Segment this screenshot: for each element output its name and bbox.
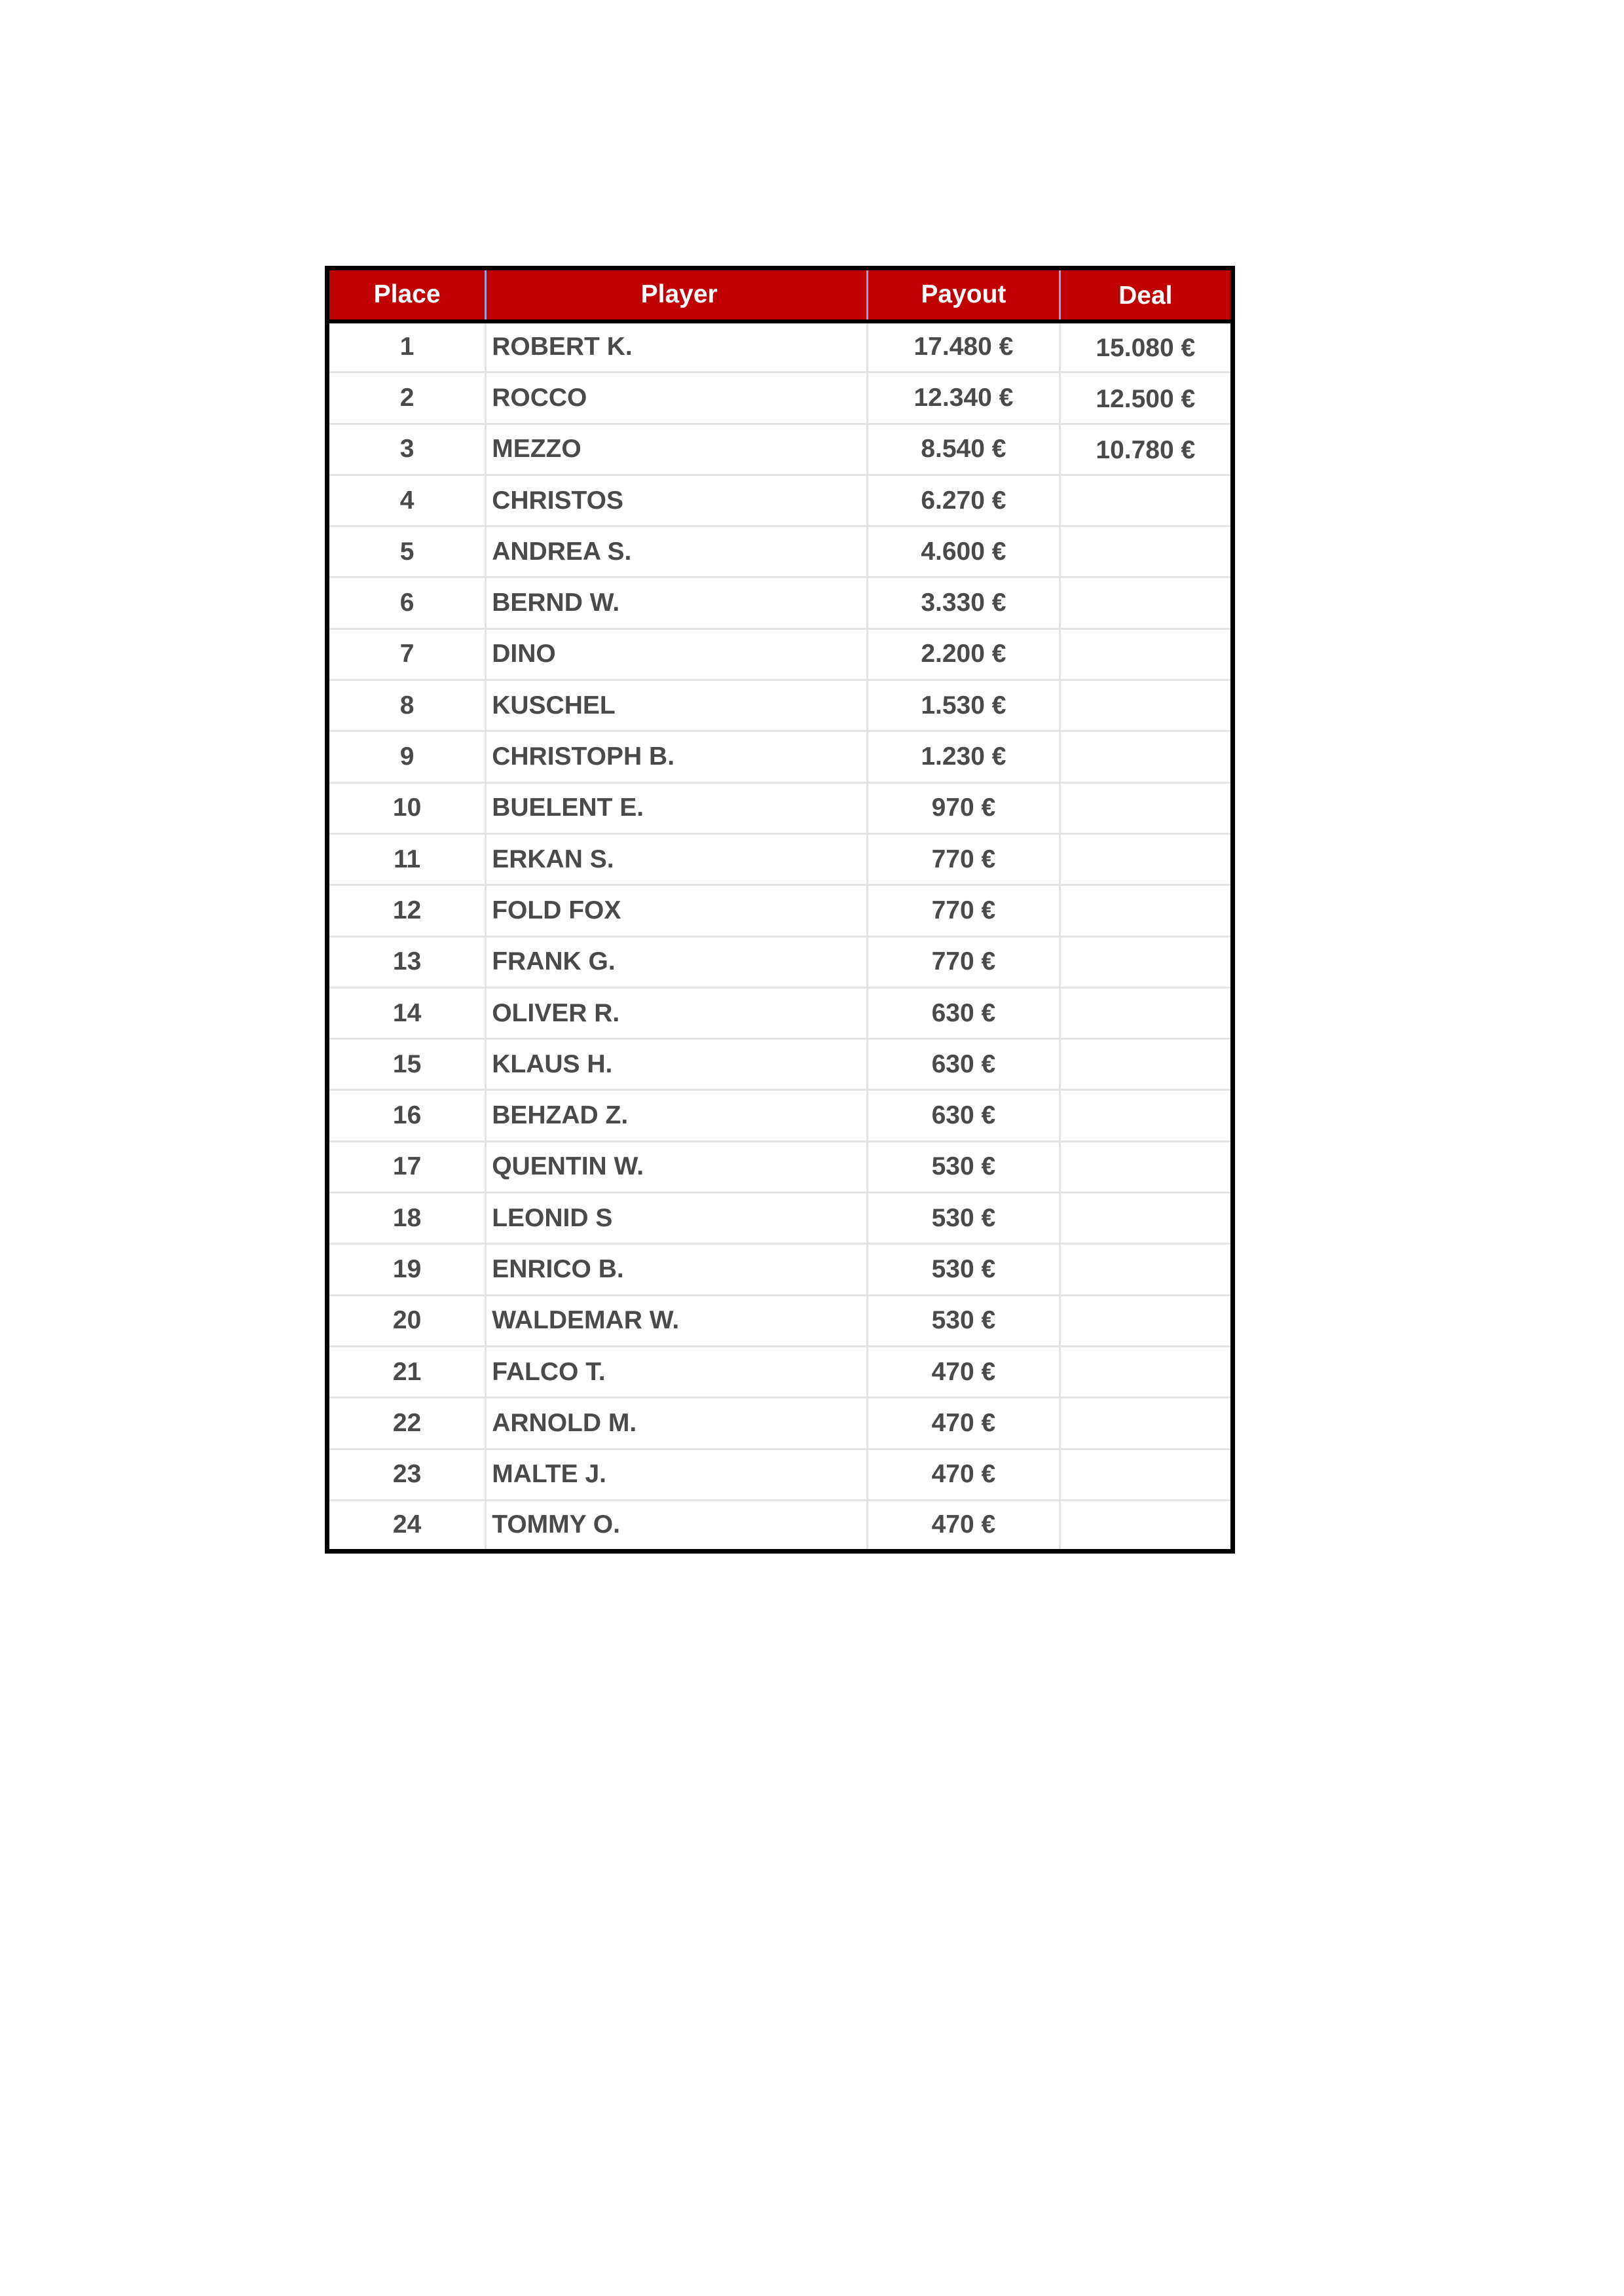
- player-cell: WALDEMAR W.: [486, 1295, 868, 1346]
- place-cell: 19: [327, 1244, 486, 1295]
- payout-cell: 970 €: [868, 782, 1060, 833]
- header-deal: Deal: [1060, 268, 1232, 321]
- deal-cell: [1060, 1500, 1232, 1551]
- deal-cell: [1060, 1346, 1232, 1397]
- table-row: [327, 1449, 1233, 1500]
- place-cell: 14: [327, 987, 486, 1038]
- place-cell: 18: [327, 1193, 486, 1244]
- header-row: [327, 268, 1233, 321]
- table-row: [327, 1500, 1233, 1551]
- table-row: [327, 1141, 1233, 1192]
- payout-cell: 3.330 €: [868, 577, 1060, 629]
- payout-cell: 1.530 €: [868, 680, 1060, 731]
- place-cell: 21: [327, 1346, 486, 1397]
- player-cell: FALCO T.: [486, 1346, 868, 1397]
- place-cell: 3: [327, 424, 486, 475]
- player-cell: LEONID S: [486, 1193, 868, 1244]
- table-row: [327, 782, 1233, 833]
- table-body: [327, 321, 1233, 1552]
- player-cell: ROCCO: [486, 373, 868, 424]
- header-payout: Payout: [868, 268, 1060, 321]
- table-row: [327, 833, 1233, 884]
- table-row: [327, 1193, 1233, 1244]
- player-cell: KUSCHEL: [486, 680, 868, 731]
- place-cell: 1: [399, 333, 415, 361]
- place-cell: 4: [327, 475, 486, 526]
- place-cell: 2: [327, 373, 486, 424]
- player-cell: ARNOLD M.: [486, 1398, 868, 1449]
- deal-cell: 15.080 €: [1060, 321, 1232, 373]
- player-cell: BUELENT E.: [486, 782, 868, 833]
- player-cell: MEZZO: [486, 424, 868, 475]
- table-row: [327, 1346, 1233, 1397]
- table-row: [327, 731, 1233, 782]
- payout-cell: 1.230 €: [868, 731, 1060, 782]
- payout-cell: 630 €: [868, 987, 1060, 1038]
- table-row: [327, 526, 1233, 577]
- player-cell: ERKAN S.: [486, 833, 868, 884]
- player-cell: MALTE J.: [486, 1449, 868, 1500]
- payout-cell: 770 €: [868, 885, 1060, 936]
- payout-cell: 770 €: [868, 833, 1060, 884]
- player-cell: FRANK G.: [486, 936, 868, 987]
- player-cell: CHRISTOS: [486, 475, 868, 526]
- table-row: [327, 1090, 1233, 1141]
- deal-cell: [1060, 731, 1232, 782]
- deal-cell: [1060, 885, 1232, 936]
- place-cell: 20: [327, 1295, 486, 1346]
- payout-cell: 630 €: [868, 1090, 1060, 1141]
- table-row: [327, 885, 1233, 936]
- payout-cell: 530 €: [868, 1141, 1060, 1192]
- table-row: [327, 629, 1233, 680]
- place-cell: 12: [327, 885, 486, 936]
- payout-cell: 8.540 €: [868, 424, 1060, 475]
- deal-cell: [1060, 1039, 1232, 1090]
- header-place: Place: [327, 268, 486, 321]
- deal-cell: 12.500 €: [1060, 373, 1232, 424]
- deal-cell: [1060, 526, 1232, 577]
- payout-cell: 530 €: [868, 1295, 1060, 1346]
- payout-cell: 12.340 €: [868, 373, 1060, 424]
- header-player: Player: [486, 268, 868, 321]
- payout-cell: 6.270 €: [868, 475, 1060, 526]
- place-cell: 24: [327, 1500, 486, 1551]
- payout-cell: 470 €: [868, 1500, 1060, 1551]
- player-cell: FOLD FOX: [486, 885, 868, 936]
- table-row: [327, 321, 1233, 373]
- place-cell: 23: [327, 1449, 486, 1500]
- deal-cell: [1060, 680, 1232, 731]
- player-cell: BERND W.: [486, 577, 868, 629]
- player-cell: BEHZAD Z.: [486, 1090, 868, 1141]
- deal-cell: [1060, 1295, 1232, 1346]
- place-cell: 6: [327, 577, 486, 629]
- deal-cell: [1060, 629, 1232, 680]
- deal-cell: [1060, 936, 1232, 987]
- payout-cell: 530 €: [868, 1244, 1060, 1295]
- place-cell: 11: [327, 833, 486, 884]
- deal-cell: [1060, 1141, 1232, 1192]
- table-row: [327, 424, 1233, 475]
- player-cell: TOMMY O.: [486, 1500, 868, 1551]
- table-row: [327, 577, 1233, 629]
- deal-cell: [1060, 475, 1232, 526]
- payout-cell: 630 €: [868, 1039, 1060, 1090]
- table-header: [327, 268, 1233, 321]
- player-cell: ENRICO B.: [486, 1244, 868, 1295]
- place-cell: 8: [327, 680, 486, 731]
- payout-cell: 17.480 €: [868, 321, 1060, 373]
- payout-cell: 470 €: [868, 1398, 1060, 1449]
- place-cell: 16: [327, 1090, 486, 1141]
- deal-cell: [1060, 1398, 1232, 1449]
- player-cell: QUENTIN W.: [486, 1141, 868, 1192]
- payout-table: [325, 266, 1235, 1554]
- table-row: [327, 1039, 1233, 1090]
- deal-cell: [1060, 1090, 1232, 1141]
- deal-cell: [1060, 1244, 1232, 1295]
- deal-cell: [1060, 833, 1232, 884]
- table-row: [327, 680, 1233, 731]
- payout-cell: 770 €: [868, 936, 1060, 987]
- table-row: [327, 1398, 1233, 1449]
- table-row: [327, 475, 1233, 526]
- deal-cell: [1060, 782, 1232, 833]
- place-cell: 22: [327, 1398, 486, 1449]
- place-cell: 13: [327, 936, 486, 987]
- payout-cell: 470 €: [868, 1346, 1060, 1397]
- deal-cell: [1060, 1449, 1232, 1500]
- table-row: [327, 1295, 1233, 1346]
- deal-cell: [1060, 987, 1232, 1038]
- payout-cell: 4.600 €: [868, 526, 1060, 577]
- place-cell: 9: [327, 731, 486, 782]
- player-cell: ROBERT K.: [486, 321, 868, 373]
- place-cell: 10: [327, 782, 486, 833]
- player-cell: DINO: [486, 629, 868, 680]
- player-cell: CHRISTOPH B.: [486, 731, 868, 782]
- place-cell: 7: [327, 629, 486, 680]
- deal-cell: [1060, 1193, 1232, 1244]
- payout-cell: 2.200 €: [868, 629, 1060, 680]
- player-cell: KLAUS H.: [486, 1039, 868, 1090]
- table-row: [327, 987, 1233, 1038]
- table-row: [327, 936, 1233, 987]
- payout-cell: 530 €: [868, 1193, 1060, 1244]
- payout-cell: 470 €: [868, 1449, 1060, 1500]
- place-cell: 5: [327, 526, 486, 577]
- place-cell: 17: [327, 1141, 486, 1192]
- deal-cell: 10.780 €: [1060, 424, 1232, 475]
- player-cell: OLIVER R.: [486, 987, 868, 1038]
- player-cell: ANDREA S.: [486, 526, 868, 577]
- table-row: [327, 373, 1233, 424]
- deal-cell: [1060, 577, 1232, 629]
- table-row: [327, 1244, 1233, 1295]
- place-cell: 15: [327, 1039, 486, 1090]
